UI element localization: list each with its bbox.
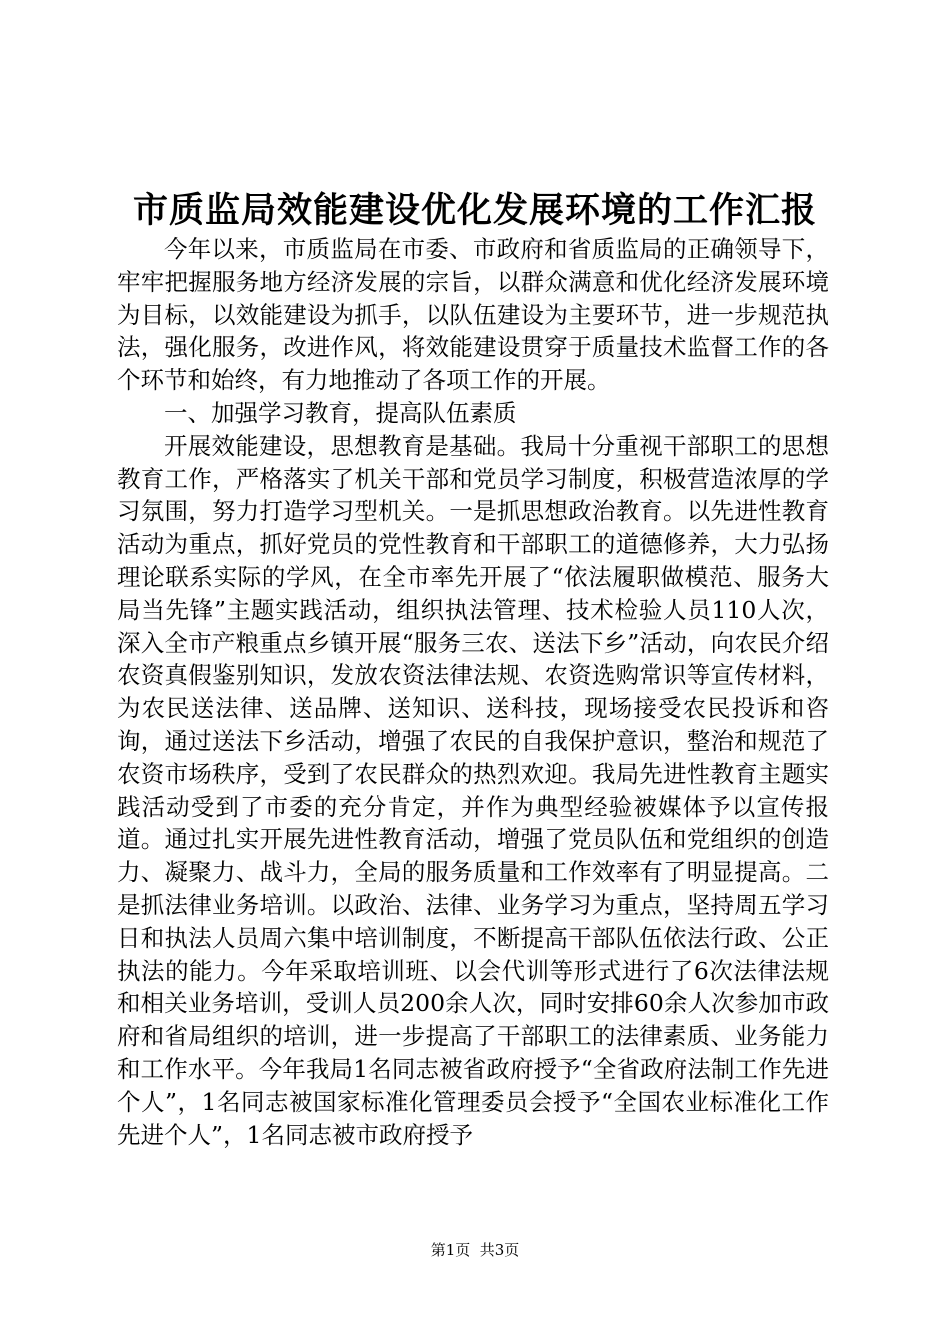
page-number: 第1页 共3页 [430,1241,520,1259]
intro-paragraph: 今年以来，市质监局在市委、市政府和省质监局的正确领导下，牢牢把握服务地方经济发展的宗旨，以群众满意和优化经济发展环境为目标，以效能建设为抓手，以队伍建设为主要环节，进一步规范执法，强化服务，改进作风，将效能建设贯穿于质量技术监督工作的各个环节和始终，有力地推动了各项工作的开展。 [117,235,829,395]
document-body [117,233,829,1151]
page-footer [0,1240,950,1260]
document-title: 市质监局效能建设优化发展环境的工作汇报 [132,190,817,231]
section-heading: 一、加强学习教育，提高队伍素质 [164,398,517,427]
body-paragraph: 开展效能建设，思想教育是基础。我局十分重视干部职工的思想教育工作，严格落实了机关干部和党员学习制度，积极营造浓厚的学习氛围，努力打造学习型机关。一是抓思想政治教育。以先进性教育活动为重点，抓好党员的党性教育和干部职工的道德修养，大力弘扬理论联系实际的学风，在全市率先开展了“依法履职做模范、服务大局当先锋”主题实践活动，组织执法管理、技术检验人员110人次，深入全市产粮重点乡镇开展“服务三农、送法下乡”活动，向农民介绍农资真假鉴别知识，发放农资法律法规、农资选购常识等宣传材料，为农民送法律、送品牌、送知识、送科技，现场接受农民投诉和咨询，通过送法下乡活动，增强了农民的自我保护意识，整治和规范了农资市场秩序，受到了农民群众的热烈欢迎。我局先进性教育主题实践活动受到了市委的充分肯定，并作为典型经验被媒体予以宣传报道。通过扎实开展先进性教育活动，增强了党员队伍和党组织的创造力、凝聚力、战斗力，全局的服务质量和工作效率有了明显提高。二是抓法律业务培训。以政治、法律、业务学习为重点，坚持周五学习日和执法人员周六集中培训制度，不断提高干部队伍依法行政、公正执法的能力。今年采取培训班、以会代训等形式进行了6次法律法规和相关业务培训，受训人员200余人次，同时安排60余人次参加市政府和省局组织的培训，进一步提高了干部职工的法律素质、业务能力和工作水平。今年我局1名同志被省政府授予“全省政府法制工作先进个人”，1名同志被国家标准化管理委员会授予“全国农业标准化工作先进个人”，1名同志被市政府授予 [117,431,829,1149]
